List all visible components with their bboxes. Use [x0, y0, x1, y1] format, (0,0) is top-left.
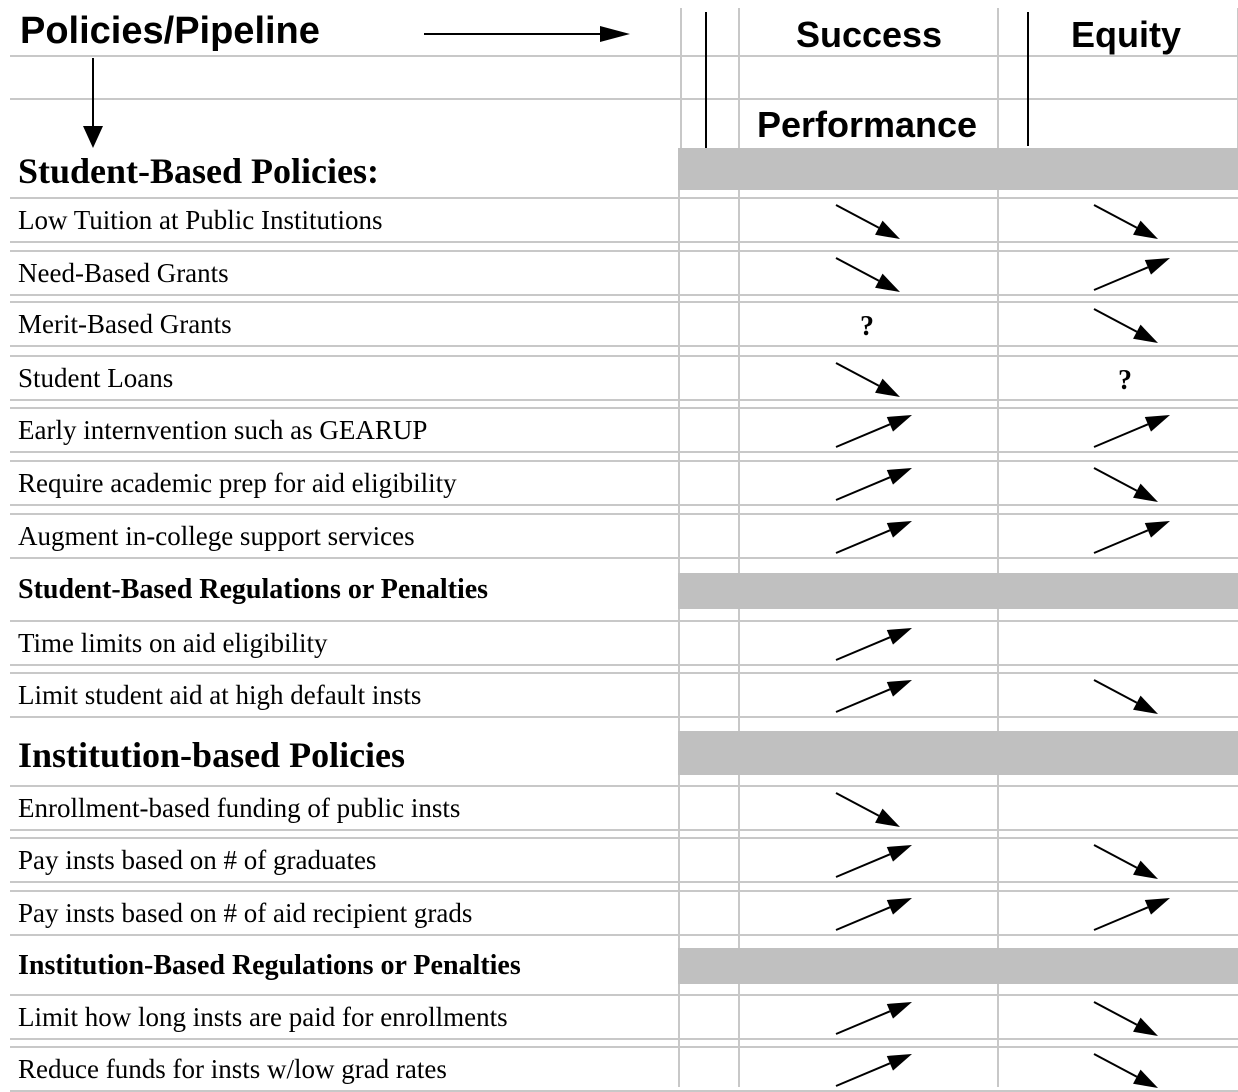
- row-divider: [10, 1046, 1238, 1048]
- success-up-arrow-icon: [834, 1050, 918, 1090]
- success-up-arrow-icon: [834, 517, 918, 557]
- section-label: Institution-Based Regulations or Penalties: [18, 950, 521, 981]
- row-divider: [10, 399, 1238, 401]
- policy-label: Limit student aid at high default insts: [18, 680, 422, 710]
- down-arrow-icon: [80, 58, 106, 155]
- equity-down-arrow-icon: [1092, 998, 1176, 1038]
- row-divider: [10, 1038, 1238, 1040]
- success-down-arrow-icon: [834, 789, 918, 829]
- policy-label: Student Loans: [18, 363, 174, 393]
- equity-up-arrow-icon: [1092, 254, 1176, 294]
- row-divider: [10, 829, 1238, 831]
- row-divider: [10, 934, 1238, 936]
- row-divider: [10, 837, 1238, 839]
- equity-down-arrow-icon: [1092, 305, 1176, 345]
- row-divider: [10, 716, 1238, 718]
- equity-up-arrow-icon: [1092, 411, 1176, 451]
- policy-label: Augment in-college support services: [18, 521, 415, 551]
- success-down-arrow-icon: [834, 254, 918, 294]
- success-up-arrow-icon: [834, 998, 918, 1038]
- row-divider: [10, 451, 1238, 453]
- equity-down-arrow-icon: [1092, 1050, 1176, 1090]
- row-divider: [10, 460, 1238, 462]
- policy-label: Need-Based Grants: [18, 258, 229, 288]
- row-divider: [10, 241, 1238, 243]
- row-divider: [10, 994, 1238, 996]
- section-label: Student-Based Regulations or Penalties: [18, 574, 489, 605]
- row-divider: [10, 250, 1238, 252]
- policy-label: Early internvention such as GEARUP: [18, 415, 428, 445]
- section-label: Student-Based Policies:: [18, 151, 380, 191]
- equity-down-arrow-icon: [1092, 841, 1176, 881]
- policy-label: Enrollment-based funding of public insts: [18, 793, 461, 823]
- success-up-arrow-icon: [834, 841, 918, 881]
- section-band: [678, 948, 1238, 984]
- equity-down-arrow-icon: [1092, 201, 1176, 241]
- section-label: Institution-based Policies: [18, 735, 406, 775]
- equity-header: Equity: [1070, 14, 1181, 55]
- row-divider: [10, 355, 1238, 357]
- row-divider: [10, 557, 1238, 559]
- row-divider: [10, 513, 1238, 515]
- success-up-arrow-icon: [834, 676, 918, 716]
- success-header: Success: [795, 14, 943, 55]
- success-up-arrow-icon: [834, 411, 918, 451]
- row-divider: [10, 407, 1238, 409]
- policy-label: Time limits on aid eligibility: [18, 628, 328, 658]
- equity-up-arrow-icon: [1092, 894, 1176, 934]
- row-divider: [10, 620, 1238, 622]
- policy-label: Pay insts based on # of graduates: [18, 845, 377, 875]
- policy-label: Low Tuition at Public Institutions: [18, 205, 383, 235]
- policy-label: Limit how long insts are paid for enrollments: [18, 1002, 508, 1032]
- row-divider: [10, 881, 1238, 883]
- policy-label: Reduce funds for insts w/low grad rates: [18, 1054, 447, 1084]
- row-divider: [10, 294, 1238, 296]
- policy-label: Merit-Based Grants: [18, 309, 232, 339]
- row-divider: [10, 672, 1238, 674]
- equity-down-arrow-icon: [1092, 676, 1176, 716]
- equity-question-mark: ?: [1118, 365, 1132, 396]
- section-band: [678, 731, 1238, 775]
- success-up-arrow-icon: [834, 894, 918, 934]
- row-divider: [10, 301, 1238, 303]
- section-band: [678, 573, 1238, 609]
- policy-label: Require academic prep for aid eligibility: [18, 468, 457, 498]
- equity-down-arrow-icon: [1092, 464, 1176, 504]
- section-band: [678, 148, 1238, 190]
- success-up-arrow-icon: [834, 624, 918, 664]
- page-title: Policies/Pipeline: [20, 10, 320, 52]
- equity-up-arrow-icon: [1092, 517, 1176, 557]
- row-divider: [10, 504, 1238, 506]
- success-down-arrow-icon: [834, 359, 918, 399]
- row-divider: [10, 197, 1238, 199]
- success-down-arrow-icon: [834, 201, 918, 241]
- success-question-mark: ?: [860, 311, 874, 342]
- row-divider: [10, 664, 1238, 666]
- success-up-arrow-icon: [834, 464, 918, 504]
- row-divider: [10, 890, 1238, 892]
- performance-header: Performance: [756, 104, 978, 145]
- right-arrow-icon: [424, 22, 634, 51]
- row-divider: [10, 345, 1238, 347]
- row-divider: [10, 785, 1238, 787]
- policy-label: Pay insts based on # of aid recipient grads: [18, 898, 473, 928]
